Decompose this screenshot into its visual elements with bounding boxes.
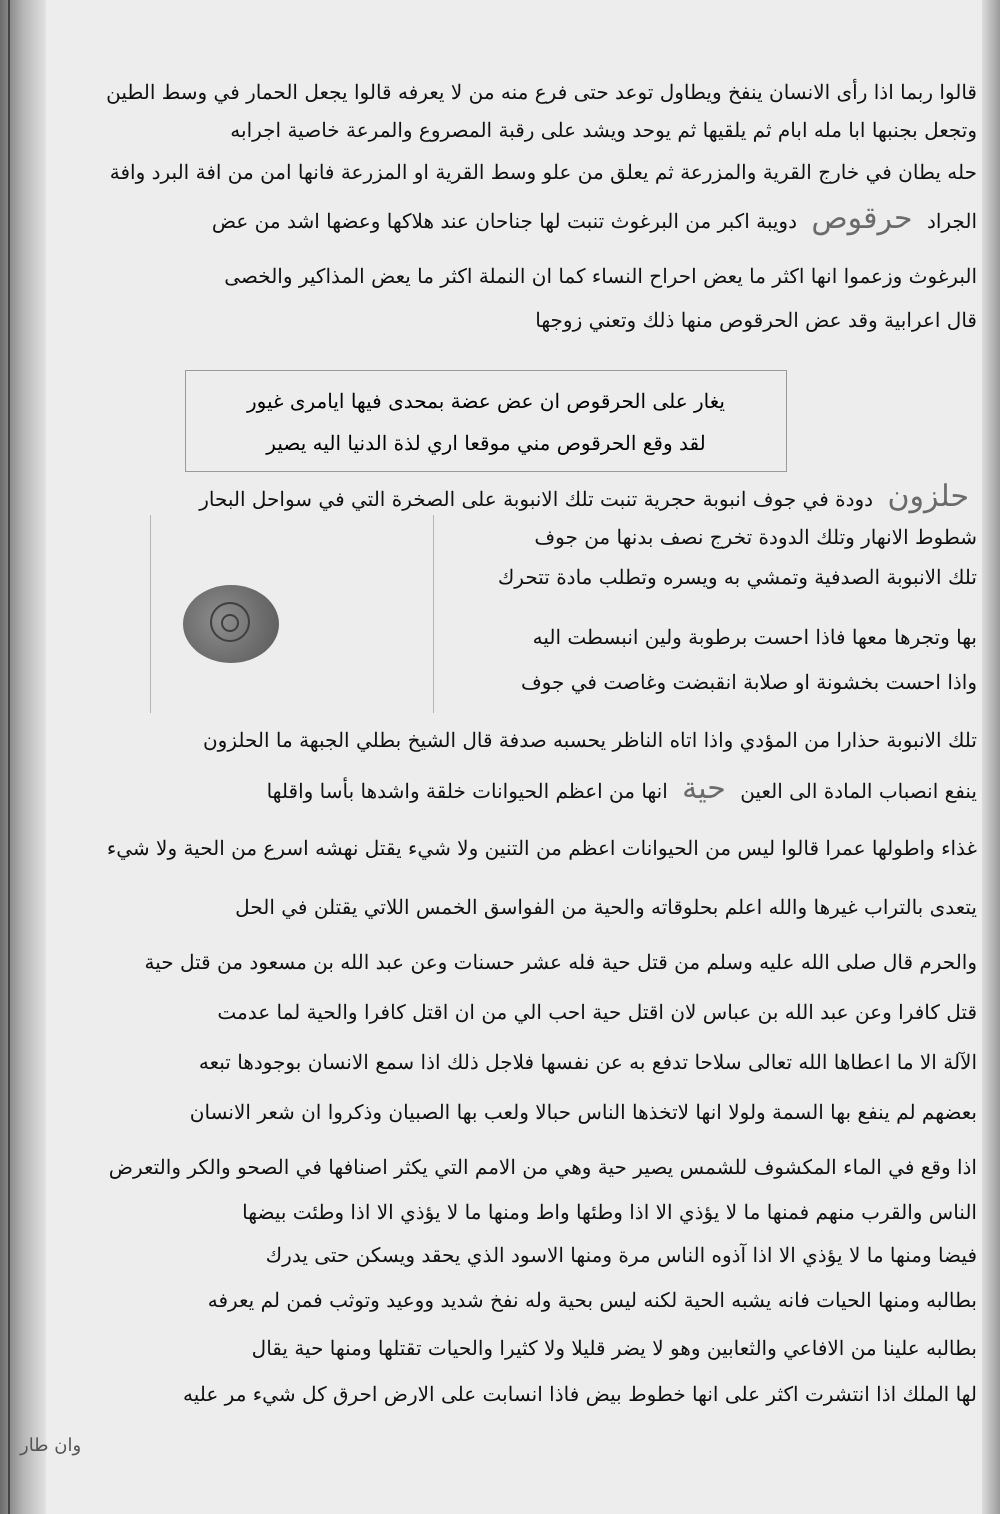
text-fragment: دودة في جوف انبوبة حجرية تنبت تلك الانبوبة على الصخرة التي في سواحل البحار — [199, 487, 874, 511]
verse-line: يغار على الحرقوص ان عض عضة بمحدى فيها ايامرى غيور — [247, 389, 725, 413]
text-line: الآلة الا ما اعطاها الله تعالى سلاحا تدفع به عن نفسها فلاجل ذلك اذا سمع الانسان بوجودها تبعه — [198, 1050, 977, 1074]
text-line: قالوا ربما اذا رأى الانسان ينفخ ويطاول توعد حتى فرع منه من لا يعرفه قالوا يجعل الحمار في وسط الطين — [106, 80, 977, 104]
text-line — [199, 479, 977, 514]
text-line: غذاء واطولها عمرا قالوا ليس من الحيوانات اعظم من التنين ولا شيء يقتل نهشه اسرع من الحية ولا شيء — [106, 836, 977, 860]
text-line: بطالبه علينا من الافاعي والثعابين وهو لا يضر قليلا ولا كثيرا والحيات تقتلها ومنها حية يقال — [251, 1336, 977, 1360]
text-line: الناس والقرب منهم فمنها ما لا يؤذي الا اذا وطئها واط ومنها ما لا يؤذي الا اذا وطئت بيضها — [242, 1200, 977, 1224]
text-line: قتل كافرا وعن عبد الله بن عباس لان اقتل حية احب الي من ان اقتل كافرا والحية لما عدمت — [217, 1000, 977, 1024]
text-line — [266, 771, 977, 806]
text-fragment: انها من اعظم الحيوانات خلقة واشدها بأسا واقلها — [266, 779, 668, 803]
page-edge — [982, 0, 1000, 1514]
rubric-halazun: حلزون — [887, 479, 969, 514]
text-line: بعضهم لم ينفع بها السمة ولولا انها لاتخذها الناس حبالا ولعب بها الصبيان وذكروا ان شعر الانسان — [189, 1100, 977, 1124]
text-line: شطوط الانهار وتلك الدودة تخرج نصف بدنها من جوف — [534, 525, 977, 549]
text-line: لها الملك اذا انتشرت اكثر على انها خطوط بيض فاذا انسابت على الارض احرق كل شيء مر عليه — [182, 1382, 977, 1406]
text-fragment: الجراد — [926, 209, 977, 233]
rubric-harqus: حرقوص — [811, 201, 913, 236]
shell-whorl-inner — [221, 614, 239, 632]
text-line: واذا احست بخشونة او صلابة انقبضت وغاصت في جوف — [520, 670, 977, 694]
text-line: البرغوث وزعموا انها اكثر ما يعض احراح النساء كما ان النملة اكثر ما يعض المذاكير والخصى — [224, 264, 977, 288]
text-line: حله يطان في خارج القرية والمزرعة ثم يعلق من علو وسط القرية او المزرعة فانها امن من افة البرد وافة — [109, 160, 977, 184]
verse-frame — [185, 370, 787, 472]
verse-line: لقد وقع الحرقوص مني موقعا اري لذة الدنيا اليه يصير — [266, 431, 706, 455]
text-line: وتجعل بجنبها ابا مله ابام ثم يلقيها ثم يوحد ويشد على رقبة المصروع والمرعة خاصية اجرابه — [230, 118, 977, 142]
text-line: بطالبه ومنها الحيات فانه يشبه الحية لكنه ليس بحية وله نفخ شديد ووعيد وتوثب فمن لم يعرفه — [207, 1288, 977, 1312]
text-line: بها وتجرها معها فاذا احست برطوبة ولين انبسطت اليه — [532, 625, 977, 649]
text-line: تلك الانبوبة الصدفية وتمشي به ويسره وتطلب مادة تتحرك — [497, 565, 977, 589]
catchword: وان طار — [20, 1435, 82, 1456]
text-fragment: دويبة اكبر من البرغوث تنبت لها جناحان عند هلاكها وعضها اشد من عض — [211, 209, 797, 233]
text-line: يتعدى بالتراب غيرها والله اعلم بحلوقاته والحية من الفواسق الخمس اللاتي يقتلن في الحل — [235, 895, 977, 919]
text-fragment: ينفع انصباب المادة الى العين — [740, 779, 977, 803]
text-line: قال اعرابية وقد عض الحرقوص منها ذلك وتعني زوجها — [535, 308, 977, 332]
text-line — [211, 201, 977, 236]
text-line: فيضا ومنها ما لا يؤذي الا اذا آذوه الناس مرة ومنها الاسود الذي يحقد ويسكن حتى يدرك — [265, 1243, 977, 1267]
text-line: اذا وقع في الماء المكشوف للشمس يصير حية وهي من الامم التي يكثر اصنافها في الصحو والكر والتعرض — [108, 1155, 977, 1179]
binding-shadow — [0, 0, 46, 1514]
text-line: تلك الانبوبة حذارا من المؤدي واذا اتاه الناظر يحسبه صدفة قال الشيخ بطلي الجبهة ما الحلزون — [202, 728, 977, 752]
binding-edge — [8, 0, 10, 1514]
text-line: والحرم قال صلى الله عليه وسلم من قتل حية فله عشر حسنات وعن عبد الله بن مسعود من قتل حية — [144, 950, 977, 974]
rubric-hayya: حية — [682, 771, 726, 806]
